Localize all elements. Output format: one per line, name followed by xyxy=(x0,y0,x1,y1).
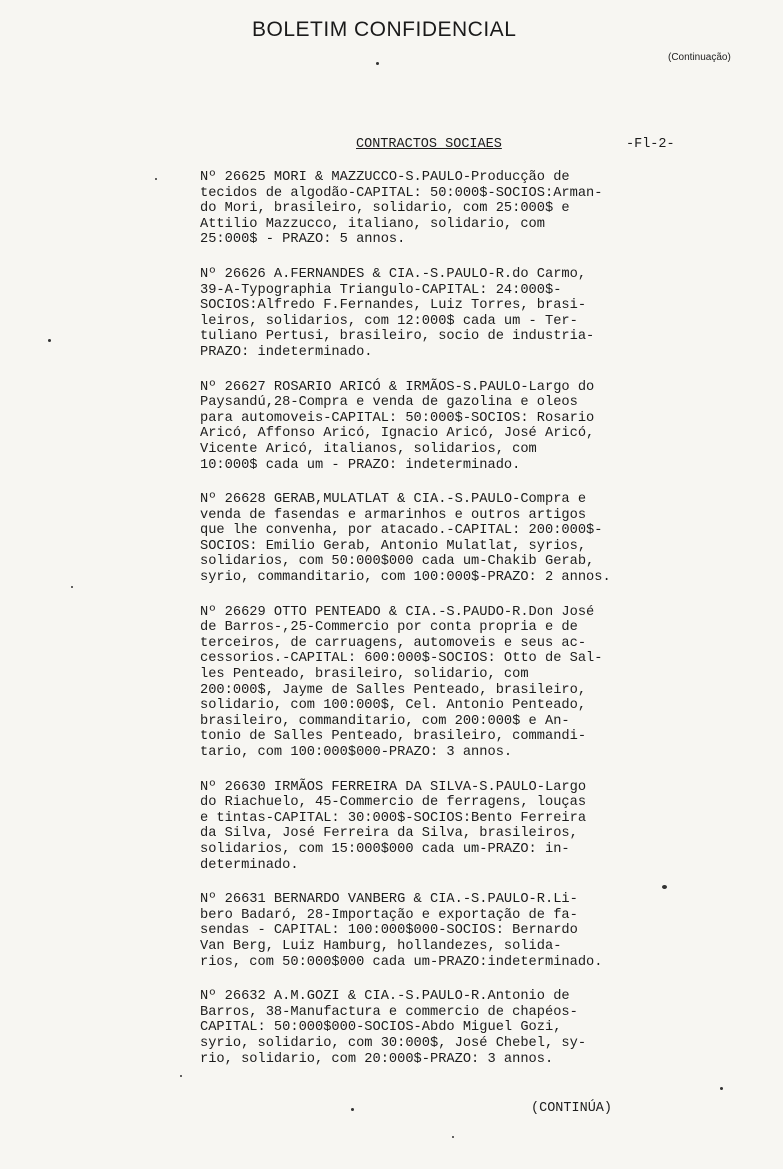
entry-line: bero Badaró, 28-Importação e exportação de fa- xyxy=(200,907,578,923)
entry-line: Van Berg, Luiz Hamburg, hollandezes, solida- xyxy=(200,938,562,954)
scan-speck xyxy=(155,178,157,180)
contract-entries xyxy=(200,170,700,1086)
entry-line: brasileiro, commanditario, com 200:000$ e An- xyxy=(200,713,570,729)
entry-line: CAPITAL: 50:000$000-SOCIOS-Abdo Miguel Gozi, xyxy=(200,1020,562,1036)
contract-entry xyxy=(200,892,700,970)
entry-line: 10:000$ cada um - PRAZO: indeterminado. xyxy=(200,457,521,473)
contract-entry xyxy=(200,492,700,586)
entry-line: Nº 26631 BERNARDO VANBERG & CIA.-S.PAULO-R.Li- xyxy=(200,892,578,908)
contract-entry xyxy=(200,780,700,874)
entry-line: Nº 26630 IRMÃOS FERREIRA DA SILVA-S.PAULO-Largo xyxy=(200,779,587,795)
scan-speck xyxy=(48,339,51,342)
contract-entry xyxy=(200,989,700,1067)
scan-speck xyxy=(180,1075,182,1077)
entry-line: da Silva, José Ferreira da Silva, brasileiros, xyxy=(200,826,578,842)
entry-line: venda de fasendas e armarinhos e outros artigos xyxy=(200,507,587,523)
entry-line: tecidos de algodão-CAPITAL: 50:000$-SOCIOS:Arman- xyxy=(200,185,603,201)
entry-line: rios, com 50:000$000 cada um-PRAZO:indeterminado. xyxy=(200,954,603,970)
entry-line: sendas - CAPITAL: 100:000$000-SOCIOS: Bernardo xyxy=(200,923,578,939)
entry-line: tonio de Salles Penteado, brasileiro, commandi- xyxy=(200,729,587,745)
entry-line: solidarios, com 50:000$000 cada um-Chakib Gerab, xyxy=(200,554,595,570)
page-reference: -Fl-2- xyxy=(626,137,675,152)
entry-line: do Riachuelo, 45-Commercio de ferragens, louças xyxy=(200,795,587,811)
entry-line: Nº 26627 ROSARIO ARICÓ & IRMÃOS-S.PAULO-Largo do xyxy=(200,379,595,395)
scan-speck xyxy=(376,62,379,65)
entry-line: 39-A-Typographia Triangulo-CAPITAL: 24:000$- xyxy=(200,282,562,298)
contract-entry xyxy=(200,170,700,248)
entry-line: de Barros-,25-Commercio por conta propria e de xyxy=(200,620,578,636)
contract-entry xyxy=(200,267,700,361)
entry-line: leiros, solidarios, com 12:000$ cada um - Ter- xyxy=(200,313,578,329)
entry-line: que lhe convenha, por atacado.-CAPITAL: 200:000$- xyxy=(200,523,603,539)
entry-line: rio, solidario, com 20:000$-PRAZO: 3 annos. xyxy=(200,1051,554,1067)
entry-line: do Mori, brasileiro, solidario, com 25:000$ e xyxy=(200,201,570,217)
entry-line: PRAZO: indeterminado. xyxy=(200,344,373,360)
entry-line: Aricó, Affonso Aricó, Ignacio Aricó, José Aricó, xyxy=(200,426,595,442)
scan-speck xyxy=(452,1136,454,1138)
continues-label: (CONTINÚA) xyxy=(531,1101,613,1116)
contract-entry xyxy=(200,605,700,761)
entry-line: solidario, com 100:000$, Cel. Antonio Penteado, xyxy=(200,698,587,714)
entry-line: Nº 26625 MORI & MAZZUCCO-S.PAULO-Producção de xyxy=(200,170,570,185)
scan-speck xyxy=(720,1087,723,1090)
entry-line: Barros, 38-Manufactura e commercio de chapéos- xyxy=(200,1004,578,1020)
entry-line: tario, com 100:000$000-PRAZO: 3 annos. xyxy=(200,745,513,760)
contract-entry xyxy=(200,380,700,474)
scan-speck xyxy=(351,1108,354,1111)
entry-line: les Penteado, brasileiro, solidario, com xyxy=(200,667,529,683)
entry-line: SOCIOS: Emilio Gerab, Antonio Mulatlat, syrios, xyxy=(200,538,587,554)
entry-line: syrio, solidario, com 30:000$, José Chebel, sy- xyxy=(200,1035,587,1051)
entry-line: Paysandú,28-Compra e venda de gazolina e oleos xyxy=(200,395,578,411)
entry-line: cessorios.-CAPITAL: 600:000$-SOCIOS: Otto de Sal- xyxy=(200,651,603,667)
continuation-label: (Continuação) xyxy=(668,52,731,63)
scan-speck xyxy=(662,885,667,889)
bulletin-title: BOLETIM CONFIDENCIAL xyxy=(252,18,517,41)
entry-line: determinado. xyxy=(200,857,299,873)
entry-line: solidarios, com 15:000$000 cada um-PRAZO: in- xyxy=(200,841,570,857)
entry-line: syrio, commanditario, com 100:000$-PRAZO: 2 annos. xyxy=(200,570,611,586)
entry-line: tuliano Pertusi, brasileiro, socio de industria- xyxy=(200,329,595,345)
entry-line: e tintas-CAPITAL: 30:000$-SOCIOS:Bento Ferreira xyxy=(200,810,587,826)
entry-line: terceiros, de carruagens, automoveis e seus ac- xyxy=(200,635,587,651)
entry-line: para automoveis-CAPITAL: 50:000$-SOCIOS: Rosario xyxy=(200,410,595,426)
entry-line: 200:000$, Jayme de Salles Penteado, brasileiro, xyxy=(200,682,587,698)
entry-line: SOCIOS:Alfredo F.Fernandes, Luiz Torres, brasi- xyxy=(200,298,587,314)
entry-line: Attilio Mazzucco, italiano, solidario, com xyxy=(200,216,545,232)
entry-line: Nº 26632 A.M.GOZI & CIA.-S.PAULO-R.Antonio de xyxy=(200,989,570,1005)
entry-line: 25:000$ - PRAZO: 5 annos. xyxy=(200,232,406,248)
entry-line: Vicente Aricó, italianos, solidarios, com xyxy=(200,441,537,457)
entry-line: Nº 26628 GERAB,MULATLAT & CIA.-S.PAULO-Compra e xyxy=(200,492,587,508)
scan-speck xyxy=(71,586,73,588)
section-title: CONTRACTOS SOCIAES xyxy=(356,137,502,152)
entry-line: Nº 26629 OTTO PENTEADO & CIA.-S.PAUDO-R.Don José xyxy=(200,604,595,620)
entry-line: Nº 26626 A.FERNANDES & CIA.-S.PAULO-R.do Carmo, xyxy=(200,266,587,282)
